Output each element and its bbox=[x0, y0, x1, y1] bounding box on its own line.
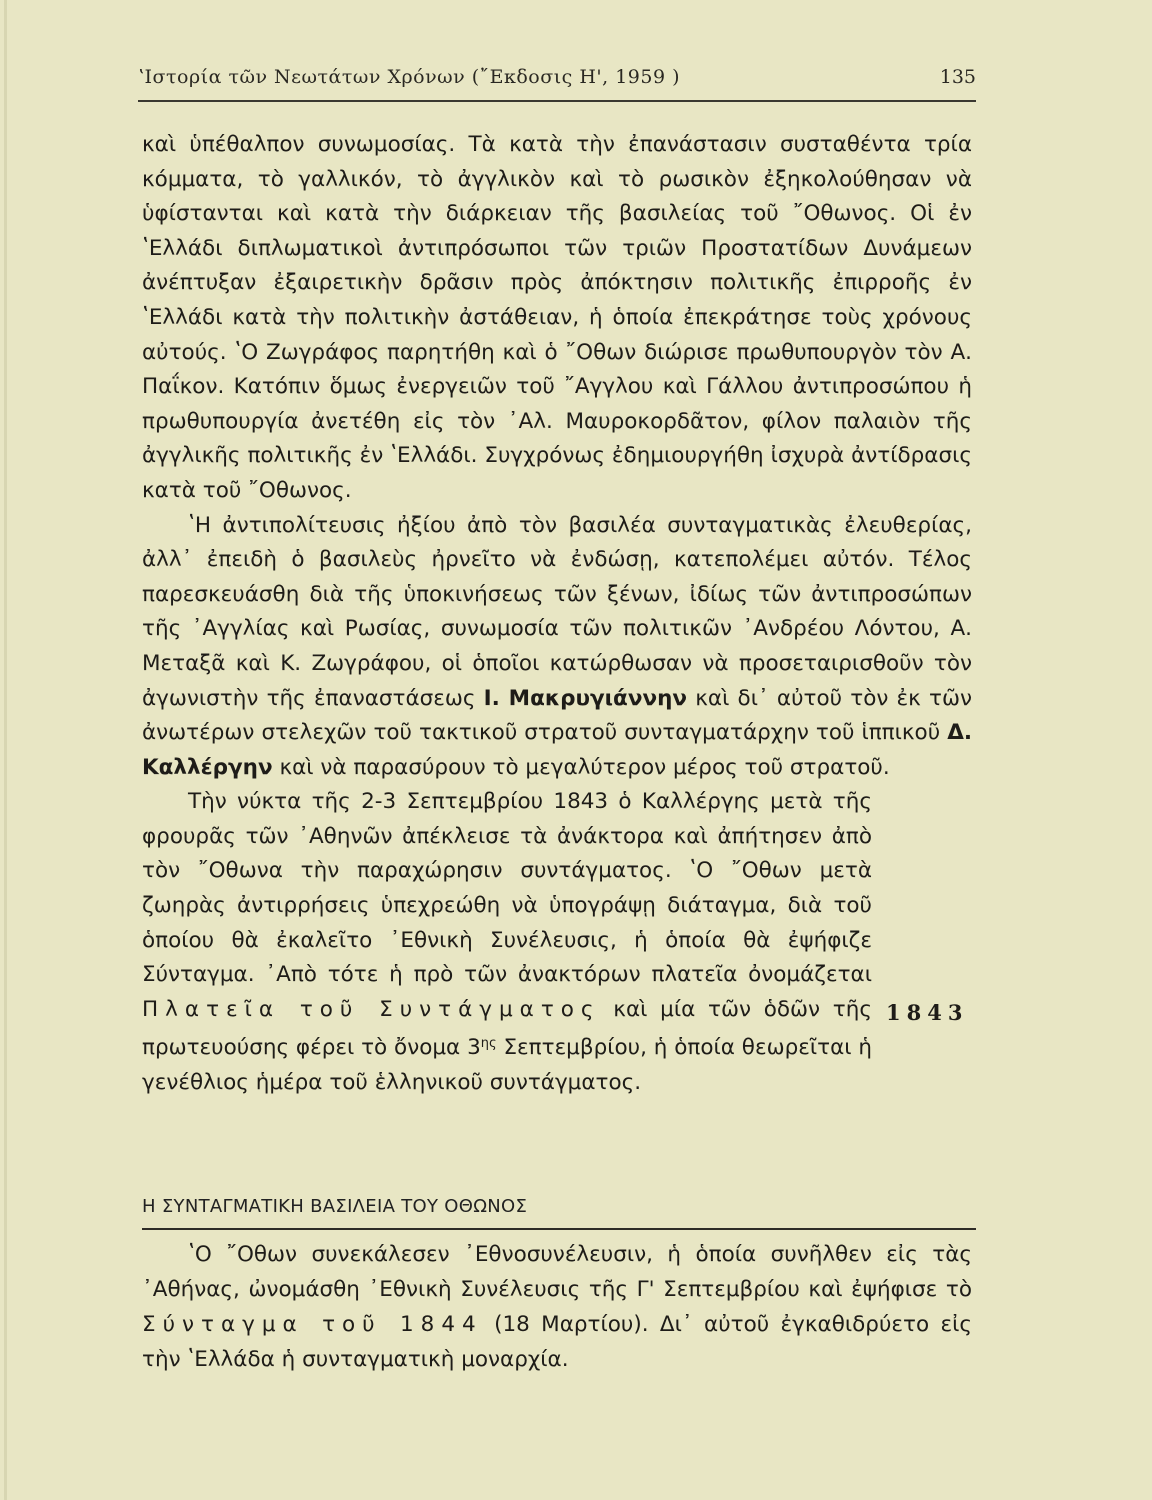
section-rule bbox=[142, 1228, 976, 1230]
paragraph-3 bbox=[142, 785, 972, 1100]
paragraph-2-text-b: καὶ δι᾽ αὐτοῦ τὸν ἐκ τῶν ἀνωτέρων στελεχῶν τοῦ τακτικοῦ στρατοῦ συνταγματάρχην τοῦ ἱππικοῦ bbox=[142, 685, 972, 746]
paragraph-2-text-a: ʽΗ ἀντιπολίτευσις ἠξίου ἀπὸ τὸν βασιλέα συνταγματικὰς ἐλευθερίας, ἀλλ᾽ ἐπειδὴ ὁ βασιλεὺς ἠρνεῖτο νὰ ἐνδώσῃ, κατεπολέμει αὐτόν. Τέλος παρεσκευάσθη διὰ τῆς ὑποκινήσεως τῶν ξένων, ἰδίως τῶν ἀντιπροσώπων τῆς ᾽Αγγλίας καὶ Ρωσίας, συνωμοσία τῶν πολιτικῶν ᾽Ανδρέου Λόντου, Α. Μεταξᾶ καὶ Κ. Ζωγράφου, οἱ ὁποῖοι κατώρθωσαν νὰ προσεταιρισθοῦν τὸν ἀγωνιστὴν τῆς ἐπαναστάσεως bbox=[142, 512, 972, 711]
name-kallergis: Δ. Καλλέργην bbox=[142, 720, 972, 780]
paragraph-1: καὶ ὑπέθαλπον συνωμοσίας. Τὰ κατὰ τὴν ἐπανάστασιν συσταθέντα τρία κόμματα, τὸ γαλλικόν, τὸ ἀγγλικὸν καὶ τὸ ρωσικὸν ἐξηκολούθησαν νὰ ὑφίστανται καὶ κατὰ τὴν διάρκειαν τῆς βασιλείας τοῦ ῎Οθωνος. Οἱ ἐν ʽΕλλάδι διπλωματικοὶ ἀντιπρόσωποι τῶν τριῶν Προστατίδων Δυνάμεων ἀνέπτυξαν ἐξαιρετικὴν δρᾶσιν πρὸς ἀπόκτησιν πολιτικῆς ἐπιρροῆς ἐν ʽΕλλάδι κατὰ τὴν πολιτικὴν ἀστάθειαν, ἡ ὁποία ἐπεκράτησε τοὺς χρόνους αὐτούς. ʽΟ Ζωγράφος παρητήθη καὶ ὁ ῎Οθων διώρισε πρωθυπουργὸν τὸν Α. Παΐκον. Κατόπιν ὅμως ἐνεργειῶν τοῦ ῎Αγγλου καὶ Γάλλου ἀντιπροσώπου ἡ πρωθυπουργία ἀνετέθη εἰς τὸν ᾽Αλ. Μαυροκορδᾶτον, φίλον παλαιὸν τῆς ἀγγλικῆς πολιτικῆς ἐν ʽΕλλάδι. Συγχρόνως ἐδημιουργήθη ἰσχυρὰ ἀντίδρασις κατὰ τοῦ ῎Οθωνος. bbox=[142, 132, 972, 503]
running-title: ʽΙστορία τῶν Νεωτάτων Χρόνων (῎Εκδοσις Η', 1959 ) bbox=[138, 66, 681, 88]
header-rule bbox=[138, 100, 976, 102]
paragraph-2 bbox=[142, 509, 972, 786]
syntagma-square-name: Πλατεῖα τοῦ Συντάγματος bbox=[142, 996, 601, 1022]
page-edge bbox=[4, 0, 7, 1500]
name-makrygiannis: Ι. Μακρυγιάννην bbox=[483, 685, 688, 711]
section-text bbox=[142, 1237, 972, 1377]
constitution-1844: Σύνταγμα τοῦ 1844 bbox=[142, 1312, 483, 1337]
section-text-a: ʽΟ ῎Οθων συνεκάλεσεν ᾽Εθνοσυνέλευσιν, ἡ ὁποία συνῆλθεν εἰς τὰς ᾽Αθήνας, ὠνομάσθη ᾽Εθνικὴ Συνέλευσις τῆς Γ' Σεπτεμβρίου καὶ ἐψήφισε τὸ bbox=[142, 1242, 972, 1302]
section-text-b: (18 Μαρτίου). Δι᾽ αὐτοῦ ἐγκαθιδρύετο εἰς τὴν ʽΕλλάδα ἡ συνταγματικὴ μοναρχία. bbox=[142, 1312, 972, 1372]
paragraph-3-text-c: Σεπτεμβρίου, ἡ ὁποία θεωρεῖται ἡ γενέθλιος ἡμέρα τοῦ ἑλληνικοῦ συντάγματος. bbox=[142, 1035, 872, 1096]
section-paragraph bbox=[142, 1237, 972, 1377]
paragraph-3-text-b: καὶ μία τῶν ὁδῶν τῆς πρωτευούσης φέρει τὸ ὄνομα 3 bbox=[142, 996, 872, 1061]
page-header bbox=[138, 66, 976, 106]
paragraph-2-text-c: καὶ νὰ παρασύρουν τὸ μεγαλύτερον μέρος τοῦ στρατοῦ. bbox=[272, 754, 890, 780]
marginal-year: 1843 bbox=[886, 1000, 969, 1025]
section-heading: Η ΣΥΝΤΑΓΜΑΤΙΚΗ ΒΑΣΙΛΕΙΑ ΤΟΥ ΟΘΩΝΟΣ bbox=[142, 1196, 528, 1217]
ordinal-superscript: ης bbox=[480, 1036, 497, 1052]
page-number: 135 bbox=[939, 66, 976, 88]
paragraph-3-text-a: Τὴν νύκτα τῆς 2-3 Σεπτεμβρίου 1843 ὁ Καλλέργης μετὰ τῆς φρουρᾶς τῶν ᾽Αθηνῶν ἀπέκλεισε τὰ ἀνάκτορα καὶ ἀπήτησεν ἀπὸ τὸν ῎Οθωνα τὴν παραχώρησιν συντάγματος. ʽΟ ῎Οθων μετὰ ζωηρὰς ἀντιρρήσεις ὑπεχρεώθη νὰ ὑπογράψῃ διάταγμα, διὰ τοῦ ὁποίου θὰ ἐκαλεῖτο ᾽Εθνικὴ Συνέλευσις, ἡ ὁποία θὰ ἐψήφιζε Σύνταγμα. ᾽Απὸ τότε ἡ πρὸ τῶν ἀνακτόρων πλατεῖα ὀνομάζεται bbox=[142, 789, 872, 988]
body-text bbox=[142, 128, 972, 1101]
